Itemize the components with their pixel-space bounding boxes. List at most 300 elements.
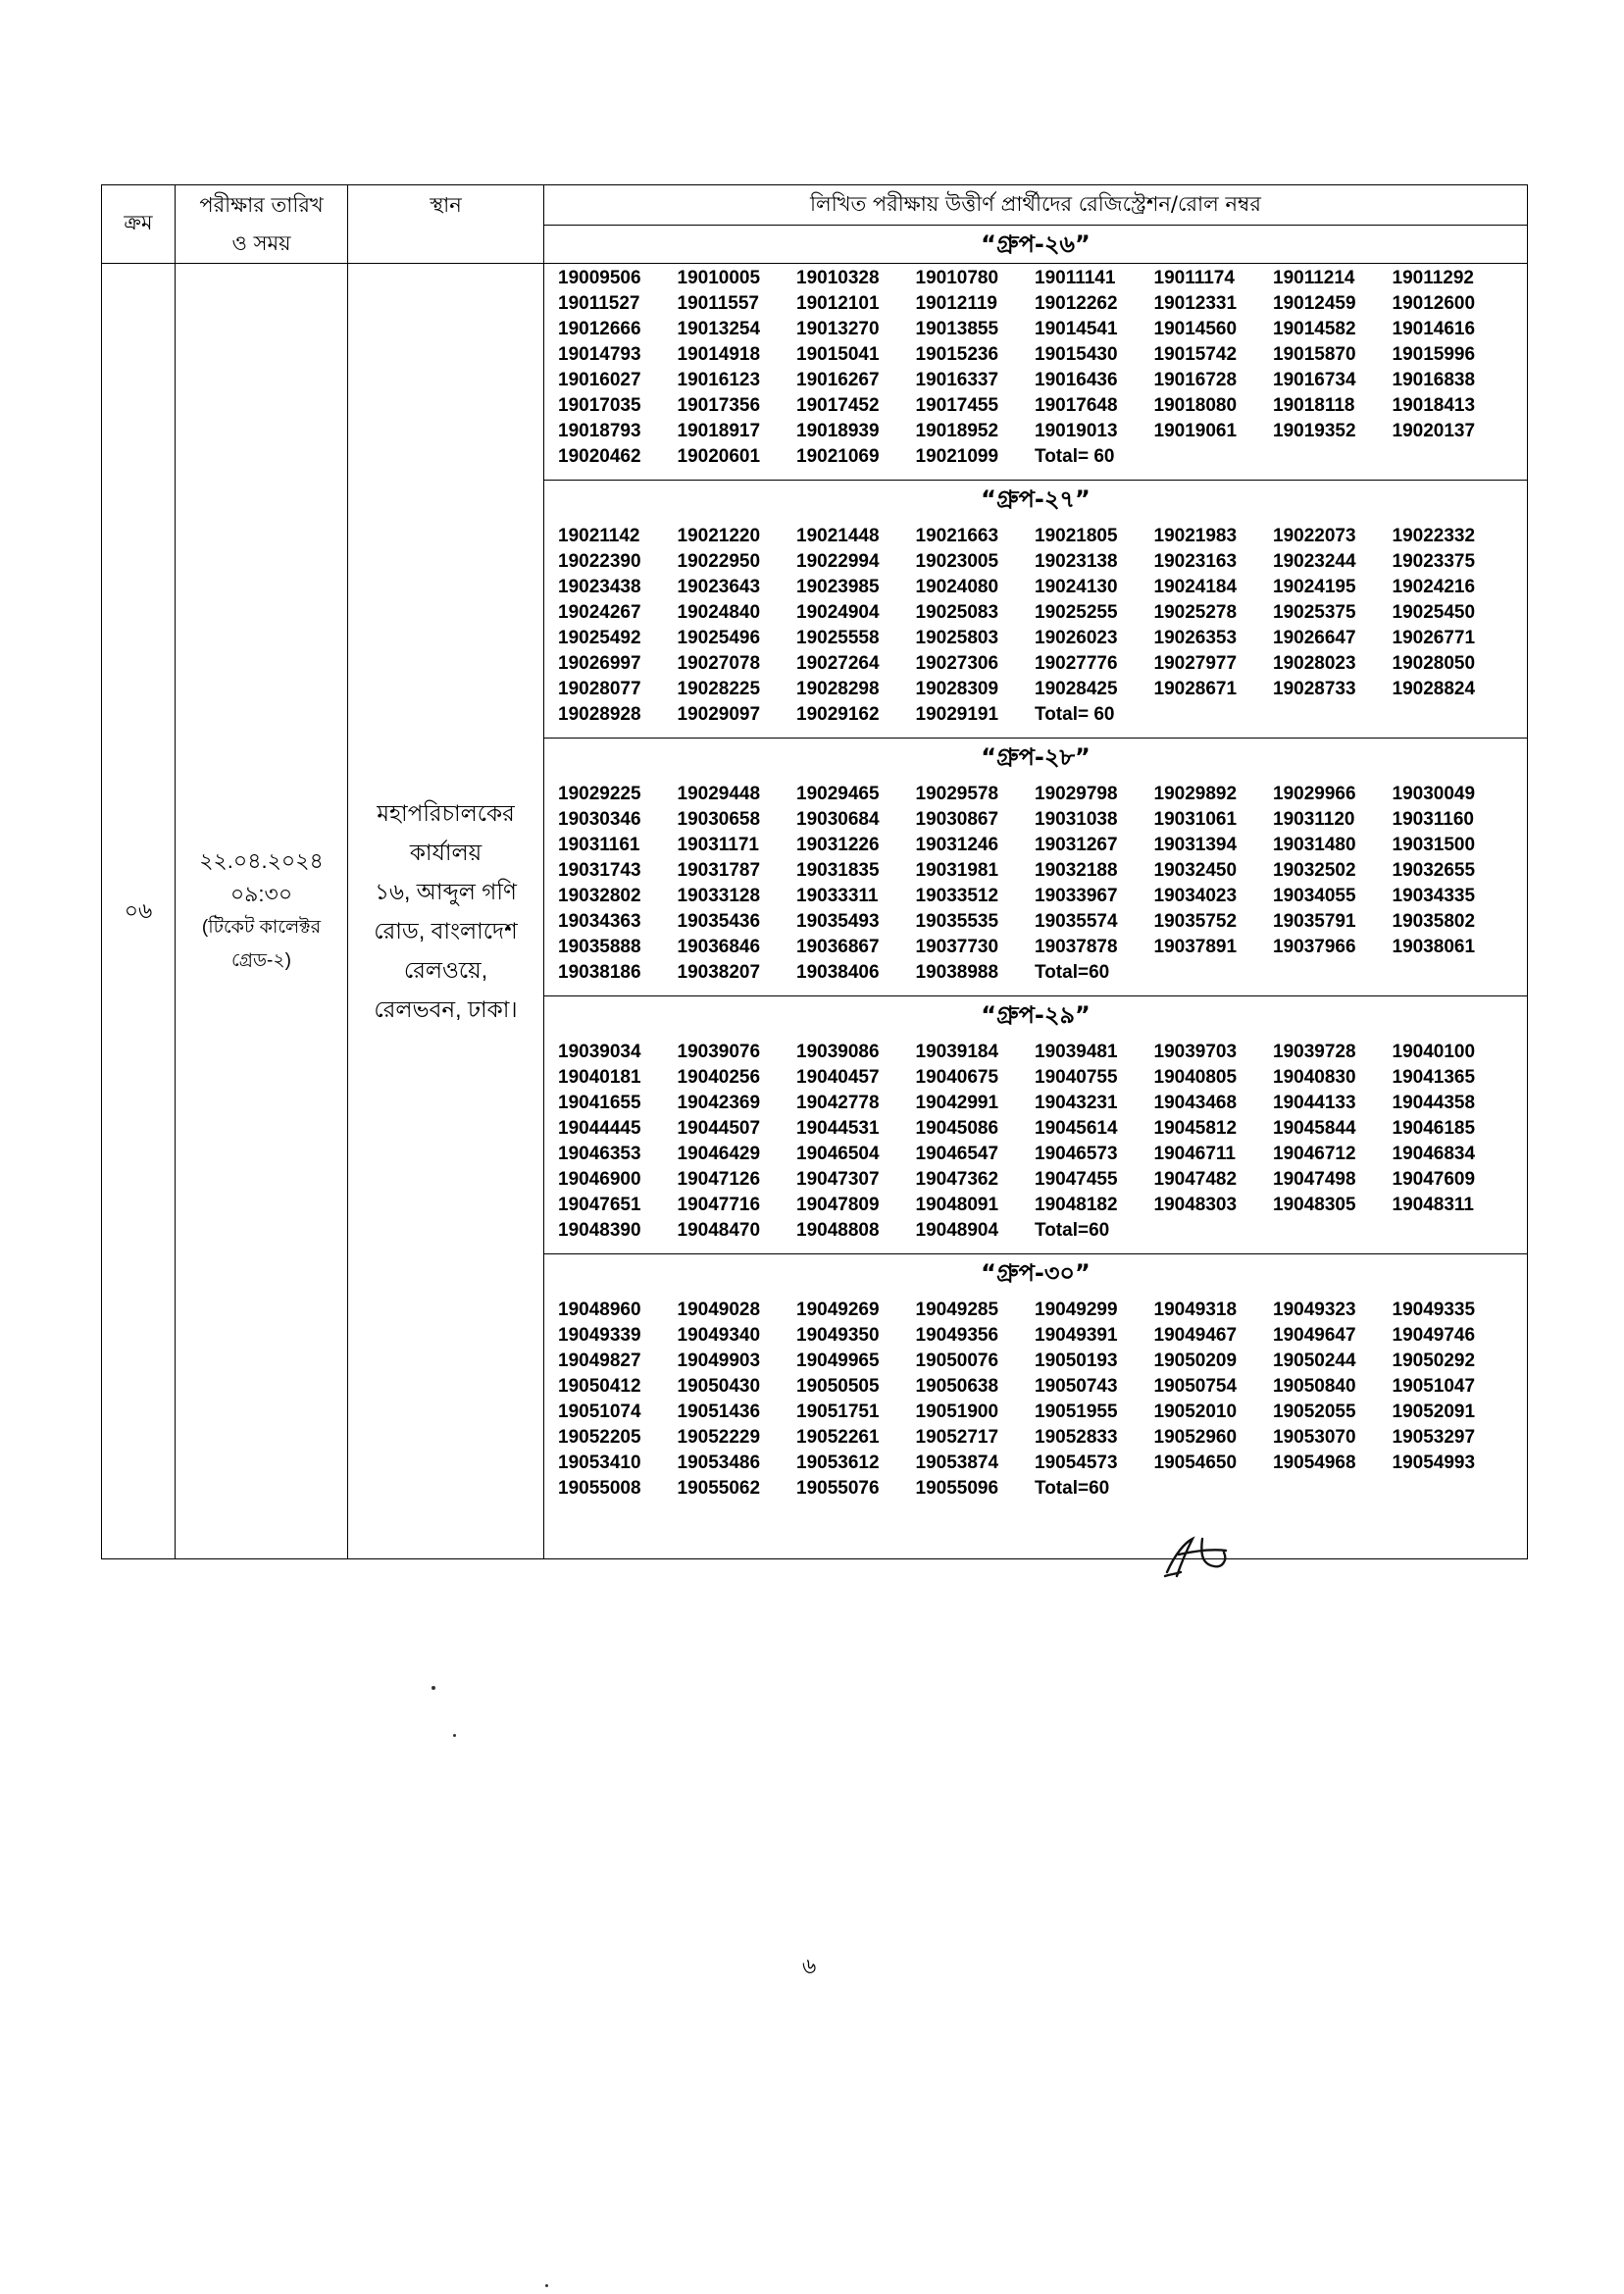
roll-number: 19031171 bbox=[677, 835, 759, 855]
roll-number: 19016027 bbox=[558, 370, 641, 390]
roll-number: 19050244 bbox=[1273, 1351, 1356, 1371]
roll-number: 19017648 bbox=[1035, 395, 1118, 416]
roll-number: 19019013 bbox=[1035, 421, 1118, 441]
roll-group bbox=[544, 481, 1527, 739]
roll-number: 19010780 bbox=[915, 268, 999, 288]
roll-number: 19049647 bbox=[1273, 1325, 1356, 1346]
roll-group bbox=[544, 1254, 1527, 1511]
venue-header-label: স্থান bbox=[430, 193, 462, 217]
roll-grid bbox=[544, 264, 1527, 480]
roll-number: 19016267 bbox=[796, 370, 880, 390]
roll-group bbox=[544, 264, 1527, 481]
roll-number: 19035752 bbox=[1153, 911, 1238, 932]
roll-number: 19030346 bbox=[558, 809, 641, 830]
roll-number: 19048390 bbox=[558, 1220, 641, 1241]
roll-number: 19050209 bbox=[1153, 1351, 1238, 1371]
date-header-line2: ও সময় bbox=[231, 231, 291, 255]
venue-header bbox=[348, 185, 544, 264]
roll-number: 19049350 bbox=[796, 1325, 880, 1346]
roll-number: 19019352 bbox=[1273, 421, 1356, 441]
date-header-line1: পরীক্ষার তারিখ bbox=[199, 193, 324, 217]
roll-number: 19051955 bbox=[1035, 1402, 1118, 1422]
roll-number: 19039728 bbox=[1273, 1042, 1356, 1062]
page-number: ৬ bbox=[802, 1955, 817, 1979]
post-name-line1: (টিকেট কালেক্টর bbox=[201, 917, 322, 938]
roll-number: 19047809 bbox=[796, 1195, 880, 1215]
roll-number: 19049318 bbox=[1153, 1300, 1238, 1320]
roll-number: 19034363 bbox=[558, 911, 641, 932]
roll-number: 19018952 bbox=[915, 421, 999, 441]
venue-line: রোড, বাংলাদেশ bbox=[374, 918, 518, 943]
roll-number: 19048091 bbox=[915, 1195, 999, 1215]
exam-date: ২২.০৪.২০২৪ bbox=[199, 848, 324, 873]
roll-number: 19025375 bbox=[1273, 602, 1356, 623]
roll-number: 19035791 bbox=[1273, 911, 1356, 932]
roll-number: 19015236 bbox=[915, 344, 999, 365]
roll-number: 19051436 bbox=[677, 1402, 761, 1422]
roll-number: 19049028 bbox=[677, 1300, 761, 1320]
roll-number: 19031246 bbox=[915, 835, 999, 855]
roll-number: 19028225 bbox=[677, 679, 761, 699]
roll-number: 19016734 bbox=[1273, 370, 1356, 390]
roll-number: 19031161 bbox=[558, 835, 640, 855]
roll-number: 19024130 bbox=[1035, 577, 1118, 597]
roll-number: 19029578 bbox=[915, 784, 999, 804]
roll-number: 19050840 bbox=[1273, 1376, 1356, 1397]
venue-cell bbox=[348, 264, 544, 1559]
serial-header-label: ক্রম bbox=[124, 211, 153, 234]
roll-number: 19021069 bbox=[796, 446, 880, 467]
roll-number: 19011214 bbox=[1273, 268, 1355, 288]
roll-number: 19037966 bbox=[1273, 937, 1356, 957]
roll-number: 19029465 bbox=[796, 784, 880, 804]
roll-number: 19034023 bbox=[1153, 886, 1238, 906]
groups-cell bbox=[544, 264, 1528, 1559]
serial-header bbox=[102, 185, 176, 264]
roll-number: 19023138 bbox=[1035, 551, 1118, 572]
roll-number: 19030684 bbox=[796, 809, 880, 830]
roll-number: 19023375 bbox=[1392, 551, 1476, 572]
venue-line: রেলওয়ে, bbox=[403, 957, 488, 983]
roll-number: 19029097 bbox=[677, 704, 761, 725]
roll-number: 19050412 bbox=[558, 1376, 641, 1397]
scan-speck bbox=[453, 1734, 456, 1737]
roll-number: 19046834 bbox=[1392, 1144, 1476, 1164]
roll-number: 19021448 bbox=[796, 526, 880, 546]
roll-number: 19049299 bbox=[1035, 1300, 1118, 1320]
roll-number: 19023163 bbox=[1153, 551, 1238, 572]
roll-number: 19049335 bbox=[1392, 1300, 1476, 1320]
roll-number: 19014918 bbox=[677, 344, 761, 365]
roll-number: 19018939 bbox=[796, 421, 880, 441]
roll-number: 19049339 bbox=[558, 1325, 641, 1346]
roll-number: 19055076 bbox=[796, 1478, 880, 1499]
roll-number: 19027078 bbox=[677, 653, 761, 674]
roll-number: 19040675 bbox=[915, 1067, 999, 1088]
roll-number: 19049323 bbox=[1273, 1300, 1356, 1320]
roll-group bbox=[544, 996, 1527, 1254]
roll-number: 19014793 bbox=[558, 344, 641, 365]
serial-value: ০৬ bbox=[124, 898, 153, 924]
roll-number: 19039703 bbox=[1153, 1042, 1238, 1062]
roll-number: 19050754 bbox=[1153, 1376, 1238, 1397]
roll-number: 19031226 bbox=[796, 835, 880, 855]
roll-number: 19029966 bbox=[1273, 784, 1356, 804]
roll-number: 19055062 bbox=[677, 1478, 761, 1499]
roll-number: 19044358 bbox=[1392, 1093, 1476, 1113]
roll-number: 19039184 bbox=[915, 1042, 999, 1062]
roll-number: 19017035 bbox=[558, 395, 641, 416]
group-total: Total= 60 bbox=[1035, 446, 1115, 467]
roll-number: 19021805 bbox=[1035, 526, 1118, 546]
roll-number: 19029892 bbox=[1153, 784, 1238, 804]
roll-number: 19025083 bbox=[915, 602, 999, 623]
roll-number: 19012459 bbox=[1273, 293, 1356, 314]
group-title: “গ্রুপ-২৭” bbox=[981, 485, 1091, 513]
roll-number: 19031061 bbox=[1153, 809, 1238, 830]
roll-number: 19012262 bbox=[1035, 293, 1118, 314]
signature-mark bbox=[1157, 1525, 1245, 1584]
roll-number: 19014560 bbox=[1153, 319, 1238, 339]
roll-number: 19036867 bbox=[796, 937, 880, 957]
roll-number: 19040100 bbox=[1392, 1042, 1476, 1062]
roll-number: 19021663 bbox=[915, 526, 999, 546]
roll-number: 19031743 bbox=[558, 860, 641, 881]
roll-number: 19011292 bbox=[1392, 268, 1474, 288]
roll-number: 19042369 bbox=[677, 1093, 761, 1113]
roll-number: 19026023 bbox=[1035, 628, 1118, 648]
roll-number: 19050076 bbox=[915, 1351, 999, 1371]
roll-number: 19048311 bbox=[1392, 1195, 1474, 1215]
roll-number: 19025492 bbox=[558, 628, 641, 648]
roll-number: 19011174 bbox=[1153, 268, 1235, 288]
roll-number: 19052960 bbox=[1153, 1427, 1238, 1448]
roll-number: 19012600 bbox=[1392, 293, 1476, 314]
roll-number: 19049269 bbox=[796, 1300, 880, 1320]
roll-number: 19029162 bbox=[796, 704, 880, 725]
roll-number: 19016436 bbox=[1035, 370, 1118, 390]
roll-number: 19040181 bbox=[558, 1067, 641, 1088]
roll-number: 19016838 bbox=[1392, 370, 1476, 390]
roll-number: 19039086 bbox=[796, 1042, 880, 1062]
roll-number: 19049965 bbox=[796, 1351, 880, 1371]
roll-number: 19046504 bbox=[796, 1144, 880, 1164]
roll-number: 19025278 bbox=[1153, 602, 1238, 623]
date-time-header bbox=[176, 185, 348, 264]
roll-number: 19047716 bbox=[677, 1195, 761, 1215]
roll-number: 19038406 bbox=[796, 962, 880, 983]
roll-number: 19015430 bbox=[1035, 344, 1118, 365]
roll-number: 19048960 bbox=[558, 1300, 641, 1320]
roll-number: 19019061 bbox=[1153, 421, 1238, 441]
roll-number: 19030049 bbox=[1392, 784, 1476, 804]
roll-number: 19028824 bbox=[1392, 679, 1476, 699]
roll-number: 19027264 bbox=[796, 653, 880, 674]
roll-number: 19010328 bbox=[796, 268, 880, 288]
roll-number: 19038988 bbox=[915, 962, 999, 983]
roll-number: 19050743 bbox=[1035, 1376, 1118, 1397]
roll-number: 19011527 bbox=[558, 293, 640, 314]
venue-line: ১৬, আব্দুল গণি bbox=[375, 879, 517, 904]
roll-number: 19026353 bbox=[1153, 628, 1238, 648]
roll-number: 19046573 bbox=[1035, 1144, 1118, 1164]
roll-number: 19048305 bbox=[1273, 1195, 1356, 1215]
roll-number: 19052091 bbox=[1392, 1402, 1476, 1422]
roll-number: 19029225 bbox=[558, 784, 641, 804]
roll-number: 19031500 bbox=[1392, 835, 1476, 855]
roll-number: 19053874 bbox=[915, 1453, 999, 1473]
roll-number: 19035802 bbox=[1392, 911, 1476, 932]
roll-number: 19033311 bbox=[796, 886, 879, 906]
roll-number: 19031981 bbox=[915, 860, 999, 881]
roll-number: 19032802 bbox=[558, 886, 641, 906]
roll-number: 19049827 bbox=[558, 1351, 641, 1371]
roll-number: 19031160 bbox=[1392, 809, 1474, 830]
roll-number: 19054573 bbox=[1035, 1453, 1118, 1473]
venue-line: রেলভবন, ঢাকা। bbox=[374, 996, 518, 1022]
roll-number: 19047609 bbox=[1392, 1169, 1476, 1190]
roll-number: 19046429 bbox=[677, 1144, 761, 1164]
roll-number: 19052055 bbox=[1273, 1402, 1356, 1422]
roll-number: 19025450 bbox=[1392, 602, 1476, 623]
roll-number: 19012119 bbox=[915, 293, 997, 314]
roll-number: 19049285 bbox=[915, 1300, 999, 1320]
roll-number: 19020601 bbox=[677, 446, 761, 467]
group-total: Total= 60 bbox=[1035, 704, 1115, 725]
roll-number: 19021099 bbox=[915, 446, 999, 467]
roll-number: 19014582 bbox=[1273, 319, 1356, 339]
roll-number: 19051751 bbox=[796, 1402, 880, 1422]
roll-number: 19020137 bbox=[1392, 421, 1476, 441]
roll-number: 19023244 bbox=[1273, 551, 1356, 572]
roll-number: 19049356 bbox=[915, 1325, 999, 1346]
roll-number: 19026771 bbox=[1392, 628, 1476, 648]
roll-group bbox=[544, 739, 1527, 996]
roll-number: 19032502 bbox=[1273, 860, 1356, 881]
roll-number: 19024184 bbox=[1153, 577, 1238, 597]
roll-number: 19049467 bbox=[1153, 1325, 1238, 1346]
roll-number: 19031394 bbox=[1153, 835, 1238, 855]
roll-number: 19047498 bbox=[1273, 1169, 1356, 1190]
roll-number: 19042991 bbox=[915, 1093, 999, 1113]
roll-number: 19017452 bbox=[796, 395, 880, 416]
group-total: Total=60 bbox=[1035, 962, 1110, 983]
roll-number: 19039034 bbox=[558, 1042, 641, 1062]
roll-number: 19031835 bbox=[796, 860, 880, 881]
roll-number: 19050430 bbox=[677, 1376, 761, 1397]
roll-number: 19011557 bbox=[677, 293, 759, 314]
roll-number: 19051047 bbox=[1392, 1376, 1476, 1397]
roll-number: 19028023 bbox=[1273, 653, 1356, 674]
venue-line: মহাপরিচালকের bbox=[377, 800, 515, 826]
roll-number: 19014616 bbox=[1392, 319, 1476, 339]
roll-number: 19053410 bbox=[558, 1453, 641, 1473]
group-title: “গ্রুপ-২৮” bbox=[981, 743, 1091, 771]
roll-number: 19046185 bbox=[1392, 1118, 1476, 1139]
group-total: Total=60 bbox=[1035, 1220, 1110, 1241]
roll-number: 19014541 bbox=[1035, 319, 1118, 339]
roll-grid bbox=[544, 776, 1527, 995]
roll-number: 19049391 bbox=[1035, 1325, 1118, 1346]
roll-number: 19031120 bbox=[1273, 809, 1355, 830]
roll-number: 19039481 bbox=[1035, 1042, 1118, 1062]
roll-number: 19016123 bbox=[677, 370, 761, 390]
roll-number: 19015041 bbox=[796, 344, 880, 365]
roll-number: 19022332 bbox=[1392, 526, 1476, 546]
roll-number: 19012666 bbox=[558, 319, 641, 339]
roll-number: 19025558 bbox=[796, 628, 880, 648]
roll-number: 19029191 bbox=[915, 704, 999, 725]
roll-number: 19046711 bbox=[1153, 1144, 1236, 1164]
roll-number: 19027776 bbox=[1035, 653, 1118, 674]
roll-number: 19040755 bbox=[1035, 1067, 1118, 1088]
roll-number: 19047455 bbox=[1035, 1169, 1118, 1190]
roll-number: 19021142 bbox=[558, 526, 640, 546]
post-name-line2: গ্রেড-২) bbox=[231, 950, 291, 971]
roll-number: 19044133 bbox=[1273, 1093, 1356, 1113]
roll-number: 19027977 bbox=[1153, 653, 1238, 674]
roll-number: 19041365 bbox=[1392, 1067, 1476, 1088]
roll-number: 19053612 bbox=[796, 1453, 880, 1473]
group-title: “গ্রুপ-২৯” bbox=[981, 1001, 1091, 1029]
roll-number: 19022994 bbox=[796, 551, 880, 572]
roll-number: 19034055 bbox=[1273, 886, 1356, 906]
roll-number: 19046547 bbox=[915, 1144, 999, 1164]
roll-number: 19022950 bbox=[677, 551, 761, 572]
roll-number: 19028928 bbox=[558, 704, 641, 725]
group-title-26: “গ্রুপ-২৬” bbox=[544, 226, 1528, 264]
roll-number: 19038186 bbox=[558, 962, 641, 983]
roll-number: 19040830 bbox=[1273, 1067, 1356, 1088]
roll-number: 19040805 bbox=[1153, 1067, 1238, 1088]
roll-number: 19016728 bbox=[1153, 370, 1238, 390]
roll-number: 19036846 bbox=[677, 937, 761, 957]
roll-number: 19025496 bbox=[677, 628, 761, 648]
roll-number: 19050638 bbox=[915, 1376, 999, 1397]
roll-number: 19043231 bbox=[1035, 1093, 1118, 1113]
roll-number: 19053486 bbox=[677, 1453, 761, 1473]
roll-number: 19028298 bbox=[796, 679, 880, 699]
roll-number: 19021220 bbox=[677, 526, 761, 546]
roll-number: 19046900 bbox=[558, 1169, 641, 1190]
group-total: Total=60 bbox=[1035, 1478, 1110, 1499]
roll-number: 19051900 bbox=[915, 1402, 999, 1422]
roll-number: 19017455 bbox=[915, 395, 999, 416]
roll-number: 19052205 bbox=[558, 1427, 641, 1448]
roll-number: 19047362 bbox=[915, 1169, 999, 1190]
roll-number: 19031480 bbox=[1273, 835, 1356, 855]
roll-number: 19042778 bbox=[796, 1093, 880, 1113]
roll-number: 19031267 bbox=[1035, 835, 1118, 855]
roll-number: 19016337 bbox=[915, 370, 999, 390]
roll-number: 19035574 bbox=[1035, 911, 1118, 932]
roll-number: 19047126 bbox=[677, 1169, 761, 1190]
roll-number: 19048470 bbox=[677, 1220, 761, 1241]
roll-number: 19044507 bbox=[677, 1118, 761, 1139]
roll-number: 19050193 bbox=[1035, 1351, 1118, 1371]
roll-number: 19038207 bbox=[677, 962, 761, 983]
roll-number: 19040457 bbox=[796, 1067, 880, 1088]
roll-number: 19037730 bbox=[915, 937, 999, 957]
roll-number: 19028671 bbox=[1153, 679, 1238, 699]
roll-number: 19033512 bbox=[915, 886, 999, 906]
groups-container bbox=[544, 264, 1527, 1511]
roll-number: 19030658 bbox=[677, 809, 761, 830]
roll-number: 19051074 bbox=[558, 1402, 641, 1422]
roll-number: 19034335 bbox=[1392, 886, 1476, 906]
roll-number: 19018080 bbox=[1153, 395, 1238, 416]
roll-number: 19045614 bbox=[1035, 1118, 1118, 1139]
roll-number: 19039076 bbox=[677, 1042, 761, 1062]
roll-number: 19035436 bbox=[677, 911, 761, 932]
roll-number: 19049340 bbox=[677, 1325, 761, 1346]
roll-number: 19048808 bbox=[796, 1220, 880, 1241]
roll-number: 19032450 bbox=[1153, 860, 1238, 881]
roll-number: 19054650 bbox=[1153, 1453, 1238, 1473]
roll-number: 19032655 bbox=[1392, 860, 1476, 881]
roll-number: 19038061 bbox=[1392, 937, 1476, 957]
roll-number: 19023005 bbox=[915, 551, 999, 572]
roll-number: 19053297 bbox=[1392, 1427, 1476, 1448]
roll-number: 19046712 bbox=[1273, 1144, 1356, 1164]
roll-number: 19022073 bbox=[1273, 526, 1356, 546]
roll-number: 19052717 bbox=[915, 1427, 999, 1448]
roll-number: 19028425 bbox=[1035, 679, 1118, 699]
scan-speck bbox=[545, 2284, 548, 2287]
roll-number: 19033967 bbox=[1035, 886, 1118, 906]
roll-number: 19055096 bbox=[915, 1478, 999, 1499]
roll-number: 19045844 bbox=[1273, 1118, 1356, 1139]
roll-number: 19041655 bbox=[558, 1093, 641, 1113]
roll-number: 19009506 bbox=[558, 268, 641, 288]
roll-number: 19043468 bbox=[1153, 1093, 1238, 1113]
rolls-header-label: লিখিত পরীক্ষায় উত্তীর্ণ প্রার্থীদের রেজিস্ট্রেশন/রোল নম্বর bbox=[810, 191, 1261, 216]
roll-number: 19024840 bbox=[677, 602, 761, 623]
roll-number: 19021983 bbox=[1153, 526, 1238, 546]
roll-number: 19013855 bbox=[915, 319, 999, 339]
roll-number: 19037878 bbox=[1035, 937, 1118, 957]
roll-number: 19012331 bbox=[1153, 293, 1238, 314]
roll-number: 19029798 bbox=[1035, 784, 1118, 804]
roll-number: 19035888 bbox=[558, 937, 641, 957]
roll-number: 19013254 bbox=[677, 319, 761, 339]
roll-number: 19047307 bbox=[796, 1169, 880, 1190]
roll-number: 19023985 bbox=[796, 577, 880, 597]
roll-number: 19015996 bbox=[1392, 344, 1476, 365]
roll-number: 19031787 bbox=[677, 860, 761, 881]
roll-number: 19052261 bbox=[796, 1427, 880, 1448]
roll-number: 19018917 bbox=[677, 421, 761, 441]
roll-number: 19012101 bbox=[796, 293, 880, 314]
roll-number: 19046353 bbox=[558, 1144, 641, 1164]
roll-number: 19054968 bbox=[1273, 1453, 1356, 1473]
roll-number: 19018413 bbox=[1392, 395, 1476, 416]
roll-number: 19015742 bbox=[1153, 344, 1238, 365]
roll-number: 19026647 bbox=[1273, 628, 1356, 648]
roll-number: 19032188 bbox=[1035, 860, 1118, 881]
roll-number: 19024267 bbox=[558, 602, 641, 623]
roll-number: 19031038 bbox=[1035, 809, 1118, 830]
roll-number: 19028077 bbox=[558, 679, 641, 699]
group-title: “গ্রুপ-৩০” bbox=[981, 1259, 1091, 1287]
roll-number: 19052010 bbox=[1153, 1402, 1238, 1422]
roll-number: 19023438 bbox=[558, 577, 641, 597]
roll-number: 19035535 bbox=[915, 911, 999, 932]
roll-number: 19018793 bbox=[558, 421, 641, 441]
roll-number: 19028050 bbox=[1392, 653, 1476, 674]
rolls-header bbox=[544, 185, 1528, 226]
roll-number: 19025803 bbox=[915, 628, 999, 648]
